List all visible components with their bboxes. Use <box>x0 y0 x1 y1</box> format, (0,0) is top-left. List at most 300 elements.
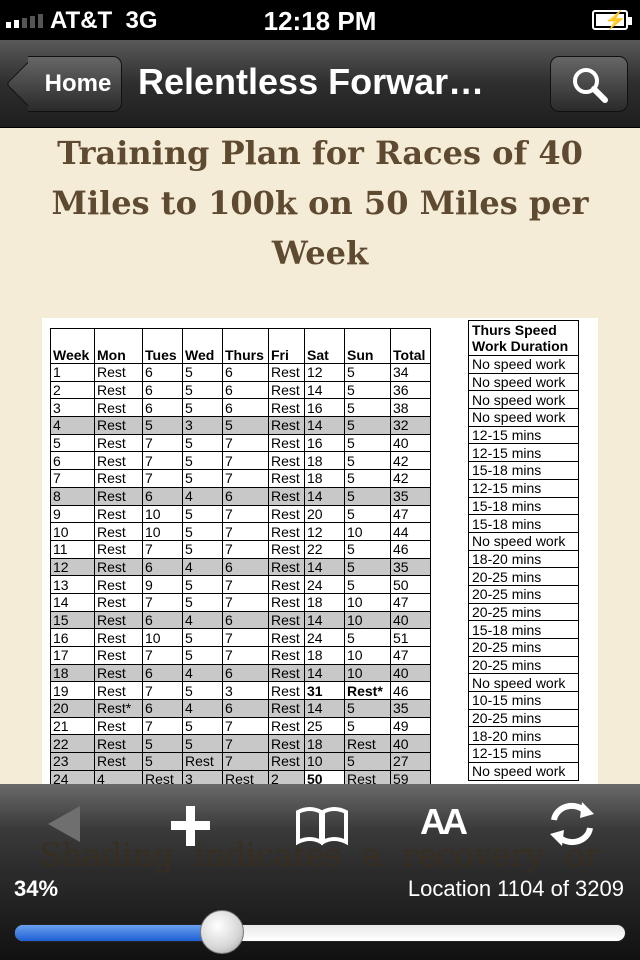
plan-cell-thurs: 7 <box>223 717 269 735</box>
plan-cell-fri: Rest <box>269 558 305 576</box>
plan-cell-wed: 4 <box>183 664 223 682</box>
plan-cell-tues: 7 <box>143 452 183 470</box>
plan-cell-mon: Rest <box>95 505 143 523</box>
plan-cell-total: 40 <box>391 611 431 629</box>
plan-cell-tues: 6 <box>143 364 183 382</box>
plan-cell-sun: 5 <box>345 452 391 470</box>
plan-cell-fri: Rest <box>269 417 305 435</box>
table-row <box>469 515 579 533</box>
plan-cell-sat: 12 <box>305 364 345 382</box>
battery-charging-icon: ⚡ <box>592 10 628 30</box>
table-row <box>469 444 579 462</box>
plan-cell-mon: Rest <box>95 434 143 452</box>
plan-cell-total: 46 <box>391 540 431 558</box>
plan-cell-fri: Rest <box>269 399 305 417</box>
plan-cell-week: 4 <box>51 417 95 435</box>
plan-cell-mon: 4 <box>95 770 143 784</box>
plan-cell-wed: 5 <box>183 505 223 523</box>
plan-cell-tues: 7 <box>143 682 183 700</box>
table-row <box>51 523 431 541</box>
plan-cell-sun: Rest <box>345 770 391 784</box>
plan-cell-sun: 10 <box>345 611 391 629</box>
table-row <box>469 585 579 603</box>
plan-cell-week: 12 <box>51 558 95 576</box>
plan-cell-mon: Rest <box>95 735 143 753</box>
plan-cell-week: 13 <box>51 576 95 594</box>
plan-cell-week: 9 <box>51 505 95 523</box>
table-row <box>51 647 431 665</box>
plan-cell-tues: Rest <box>143 770 183 784</box>
plan-cell-fri: Rest <box>269 611 305 629</box>
plan-cell-tues: 10 <box>143 523 183 541</box>
plan-cell-mon: Rest* <box>95 700 143 718</box>
plan-cell-week: 16 <box>51 629 95 647</box>
plan-cell-wed: 5 <box>183 717 223 735</box>
font-size-button[interactable] <box>412 798 472 848</box>
table-row <box>51 576 431 594</box>
plan-cell-tues: 7 <box>143 434 183 452</box>
book-icon <box>292 798 352 848</box>
plan-cell-thurs: 7 <box>223 735 269 753</box>
plan-cell-fri: Rest <box>269 735 305 753</box>
plan-cell-wed: 5 <box>183 523 223 541</box>
plan-column-header: Total <box>391 329 431 364</box>
plan-cell-tues: 7 <box>143 717 183 735</box>
reading-progress-bar <box>0 874 640 960</box>
plan-cell-sun: 5 <box>345 364 391 382</box>
plan-cell-sat: 18 <box>305 593 345 611</box>
plan-cell-thurs: 7 <box>223 629 269 647</box>
table-row <box>51 540 431 558</box>
plan-cell-sat: 14 <box>305 558 345 576</box>
speed-cell: No speed work <box>469 409 579 427</box>
table-row <box>51 593 431 611</box>
table-row <box>469 462 579 480</box>
plan-cell-sat: 20 <box>305 505 345 523</box>
plan-cell-mon: Rest <box>95 664 143 682</box>
plan-cell-total: 40 <box>391 434 431 452</box>
table-row <box>469 373 579 391</box>
location-label: Location 1104 of 3209 <box>407 876 624 901</box>
book-page[interactable] <box>0 128 640 784</box>
plan-cell-week: 17 <box>51 647 95 665</box>
plan-cell-wed: 5 <box>183 364 223 382</box>
table-row <box>51 399 431 417</box>
plan-column-header: Wed <box>183 329 223 364</box>
plan-cell-thurs: 6 <box>223 399 269 417</box>
plan-cell-total: 35 <box>391 558 431 576</box>
plan-cell-week: 21 <box>51 717 95 735</box>
plan-cell-sat: 24 <box>305 576 345 594</box>
plan-cell-mon: Rest <box>95 753 143 771</box>
plan-cell-mon: Rest <box>95 381 143 399</box>
plan-column-header: Thurs <box>223 329 269 364</box>
speed-cell: 12-15 mins <box>469 479 579 497</box>
plan-cell-thurs: 7 <box>223 470 269 488</box>
underlying-word: recovery <box>402 836 545 874</box>
plan-cell-fri: 2 <box>269 770 305 784</box>
plan-cell-week: 24 <box>51 770 95 784</box>
table-row <box>469 674 579 692</box>
table-row <box>469 391 579 409</box>
underlying-word: or <box>565 836 600 874</box>
plan-cell-fri: Rest <box>269 682 305 700</box>
plan-cell-sat: 14 <box>305 664 345 682</box>
navigation-bar <box>0 40 640 128</box>
plan-cell-wed: 5 <box>183 629 223 647</box>
plan-cell-tues: 6 <box>143 700 183 718</box>
plan-cell-total: 47 <box>391 505 431 523</box>
plan-cell-wed: 5 <box>183 540 223 558</box>
plan-cell-sun: 10 <box>345 647 391 665</box>
plan-cell-fri: Rest <box>269 700 305 718</box>
plan-cell-sat: 25 <box>305 717 345 735</box>
plan-cell-thurs: 6 <box>223 664 269 682</box>
table-row <box>469 639 579 657</box>
plan-cell-sun: 5 <box>345 700 391 718</box>
add-bookmark-button[interactable] <box>160 798 220 848</box>
underlying-word: indicates <box>194 836 342 874</box>
table-row <box>51 558 431 576</box>
speed-cell: 12-15 mins <box>469 426 579 444</box>
table-row <box>51 381 431 399</box>
plan-cell-total: 35 <box>391 487 431 505</box>
plan-cell-week: 10 <box>51 523 95 541</box>
underlying-word: Shading <box>40 836 174 874</box>
plan-cell-total: 42 <box>391 452 431 470</box>
speed-cell: 20-25 mins <box>469 709 579 727</box>
plan-cell-fri: Rest <box>269 664 305 682</box>
table-row <box>51 470 431 488</box>
plan-cell-wed: 4 <box>183 611 223 629</box>
table-row <box>51 664 431 682</box>
underlying-word: a <box>362 836 382 874</box>
table-row <box>469 621 579 639</box>
plan-cell-thurs: 7 <box>223 523 269 541</box>
plan-cell-wed: 5 <box>183 381 223 399</box>
plan-cell-fri: Rest <box>269 647 305 665</box>
progress-slider-thumb[interactable] <box>200 910 244 954</box>
plan-cell-fri: Rest <box>269 487 305 505</box>
plan-cell-sun: 5 <box>345 417 391 435</box>
plan-cell-tues: 6 <box>143 664 183 682</box>
table-row <box>469 762 579 780</box>
plan-cell-total: 47 <box>391 593 431 611</box>
plus-icon <box>160 798 220 848</box>
plan-cell-week: 6 <box>51 452 95 470</box>
plan-cell-tues: 7 <box>143 647 183 665</box>
plan-cell-sat: 18 <box>305 735 345 753</box>
speed-cell: 20-25 mins <box>469 585 579 603</box>
plan-cell-fri: Rest <box>269 505 305 523</box>
home-back-button[interactable] <box>10 56 122 112</box>
table-row <box>51 753 431 771</box>
plan-cell-tues: 7 <box>143 593 183 611</box>
plan-cell-wed: Rest <box>183 753 223 771</box>
plan-cell-sun: 5 <box>345 629 391 647</box>
table-row <box>51 735 431 753</box>
plan-cell-fri: Rest <box>269 381 305 399</box>
clock: 12:18 PM <box>263 6 377 36</box>
plan-column-header: Sun <box>345 329 391 364</box>
plan-cell-sat: 50 <box>305 770 345 784</box>
plan-cell-sun: 5 <box>345 717 391 735</box>
search-button[interactable] <box>550 56 628 112</box>
plan-cell-total: 36 <box>391 381 431 399</box>
plan-cell-total: 51 <box>391 629 431 647</box>
plan-cell-week: 11 <box>51 540 95 558</box>
table-row <box>51 487 431 505</box>
plan-cell-wed: 4 <box>183 487 223 505</box>
plan-cell-thurs: 7 <box>223 540 269 558</box>
plan-cell-fri: Rest <box>269 434 305 452</box>
plan-cell-thurs: 5 <box>223 417 269 435</box>
plan-cell-thurs: 7 <box>223 647 269 665</box>
speed-work-table <box>468 320 579 781</box>
plan-cell-fri: Rest <box>269 452 305 470</box>
plan-cell-tues: 6 <box>143 381 183 399</box>
plan-cell-week: 15 <box>51 611 95 629</box>
plan-cell-mon: Rest <box>95 576 143 594</box>
plan-cell-wed: 5 <box>183 593 223 611</box>
table-row <box>469 692 579 710</box>
plan-column-header: Tues <box>143 329 183 364</box>
table-row <box>469 709 579 727</box>
previous-page-button[interactable] <box>34 798 94 848</box>
sync-arrows-icon <box>542 798 602 848</box>
speed-cell: 15-18 mins <box>469 497 579 515</box>
table-row <box>469 550 579 568</box>
plan-cell-sun: 5 <box>345 505 391 523</box>
plan-cell-thurs: 7 <box>223 505 269 523</box>
plan-cell-week: 1 <box>51 364 95 382</box>
progress-slider-track[interactable] <box>14 924 626 942</box>
plan-cell-sat: 10 <box>305 753 345 771</box>
plan-cell-sun: 5 <box>345 434 391 452</box>
plan-cell-week: 23 <box>51 753 95 771</box>
plan-cell-week: 2 <box>51 381 95 399</box>
plan-cell-sat: 18 <box>305 647 345 665</box>
plan-cell-thurs: 7 <box>223 434 269 452</box>
plan-cell-mon: Rest <box>95 470 143 488</box>
plan-cell-thurs: 7 <box>223 452 269 470</box>
plan-cell-mon: Rest <box>95 487 143 505</box>
plan-cell-wed: 3 <box>183 417 223 435</box>
plan-cell-sun: 10 <box>345 664 391 682</box>
speed-cell: 18-20 mins <box>469 727 579 745</box>
table-row <box>469 656 579 674</box>
home-button-label: Home <box>44 70 112 97</box>
plan-cell-mon: Rest <box>95 682 143 700</box>
table-row <box>469 568 579 586</box>
plan-column-header: Week <box>51 329 95 364</box>
plan-cell-sat: 31 <box>305 682 345 700</box>
speed-cell: 15-18 mins <box>469 515 579 533</box>
table-row <box>51 417 431 435</box>
table-row <box>51 364 431 382</box>
reader-toolbar <box>0 784 640 874</box>
plan-cell-sat: 14 <box>305 611 345 629</box>
plan-cell-sun: 5 <box>345 540 391 558</box>
plan-cell-tues: 10 <box>143 505 183 523</box>
plan-cell-sun: 5 <box>345 558 391 576</box>
plan-cell-fri: Rest <box>269 523 305 541</box>
plan-cell-total: 34 <box>391 364 431 382</box>
triangle-left-icon <box>34 798 94 848</box>
plan-cell-fri: Rest <box>269 629 305 647</box>
table-row <box>51 700 431 718</box>
plan-cell-sun: 5 <box>345 470 391 488</box>
plan-cell-total: 59 <box>391 770 431 784</box>
table-of-contents-button[interactable] <box>292 798 352 848</box>
plan-cell-total: 32 <box>391 417 431 435</box>
plan-cell-mon: Rest <box>95 558 143 576</box>
table-row <box>469 532 579 550</box>
plan-cell-total: 44 <box>391 523 431 541</box>
table-row <box>469 727 579 745</box>
plan-cell-thurs: 7 <box>223 593 269 611</box>
plan-cell-sat: 16 <box>305 434 345 452</box>
plan-cell-total: 27 <box>391 753 431 771</box>
percent-read: 34% <box>14 876 59 901</box>
speed-work-header: Thurs Speed Work Duration <box>469 321 579 356</box>
table-row <box>51 434 431 452</box>
speed-cell: 20-25 mins <box>469 656 579 674</box>
plan-cell-tues: 6 <box>143 558 183 576</box>
training-plan-table <box>50 328 431 784</box>
plan-cell-mon: Rest <box>95 647 143 665</box>
plan-cell-sun: 5 <box>345 399 391 417</box>
plan-cell-total: 47 <box>391 647 431 665</box>
speed-cell: 15-18 mins <box>469 462 579 480</box>
plan-cell-sun: Rest* <box>345 682 391 700</box>
plan-cell-sun: 5 <box>345 381 391 399</box>
table-row <box>469 745 579 763</box>
plan-cell-week: 5 <box>51 434 95 452</box>
plan-cell-tues: 6 <box>143 611 183 629</box>
speed-cell: No speed work <box>469 356 579 374</box>
plan-cell-sat: 14 <box>305 381 345 399</box>
table-row <box>469 479 579 497</box>
table-row <box>51 682 431 700</box>
plan-cell-thurs: 6 <box>223 558 269 576</box>
plan-cell-sat: 12 <box>305 523 345 541</box>
table-row <box>51 611 431 629</box>
table-row <box>469 356 579 374</box>
plan-cell-tues: 9 <box>143 576 183 594</box>
speed-cell: No speed work <box>469 674 579 692</box>
plan-cell-total: 35 <box>391 700 431 718</box>
plan-cell-wed: 5 <box>183 647 223 665</box>
table-row <box>469 603 579 621</box>
plan-cell-tues: 7 <box>143 540 183 558</box>
speed-cell: No speed work <box>469 762 579 780</box>
table-row <box>469 497 579 515</box>
plan-cell-tues: 10 <box>143 629 183 647</box>
plan-cell-thurs: 7 <box>223 753 269 771</box>
plan-cell-sat: 18 <box>305 452 345 470</box>
plan-cell-total: 49 <box>391 717 431 735</box>
table-row <box>51 505 431 523</box>
plan-cell-wed: 5 <box>183 576 223 594</box>
plan-cell-fri: Rest <box>269 576 305 594</box>
plan-cell-fri: Rest <box>269 593 305 611</box>
plan-cell-sat: 14 <box>305 700 345 718</box>
plan-cell-thurs: 7 <box>223 576 269 594</box>
plan-cell-fri: Rest <box>269 364 305 382</box>
table-row <box>51 629 431 647</box>
plan-cell-week: 3 <box>51 399 95 417</box>
plan-cell-wed: 3 <box>183 770 223 784</box>
book-title: Relentless Forwar… <box>138 61 485 102</box>
table-row <box>469 409 579 427</box>
plan-cell-sat: 16 <box>305 399 345 417</box>
table-row <box>51 770 431 784</box>
plan-cell-thurs: 6 <box>223 700 269 718</box>
plan-cell-week: 18 <box>51 664 95 682</box>
status-bar <box>0 0 640 40</box>
plan-cell-wed: 4 <box>183 700 223 718</box>
plan-cell-mon: Rest <box>95 629 143 647</box>
plan-cell-sun: 5 <box>345 576 391 594</box>
plan-cell-mon: Rest <box>95 399 143 417</box>
table-row <box>469 426 579 444</box>
plan-cell-thurs: 6 <box>223 487 269 505</box>
table-row <box>51 717 431 735</box>
speed-cell: 18-20 mins <box>469 550 579 568</box>
plan-column-header: Mon <box>95 329 143 364</box>
plan-cell-week: 7 <box>51 470 95 488</box>
plan-cell-mon: Rest <box>95 417 143 435</box>
speed-cell: 20-25 mins <box>469 639 579 657</box>
plan-cell-thurs: 6 <box>223 611 269 629</box>
plan-cell-tues: 6 <box>143 487 183 505</box>
plan-cell-wed: 5 <box>183 735 223 753</box>
plan-cell-total: 40 <box>391 664 431 682</box>
sync-button[interactable] <box>542 798 602 848</box>
plan-cell-sat: 18 <box>305 470 345 488</box>
plan-cell-wed: 5 <box>183 452 223 470</box>
plan-cell-wed: 5 <box>183 470 223 488</box>
speed-cell: No speed work <box>469 373 579 391</box>
plan-cell-tues: 5 <box>143 417 183 435</box>
plan-cell-sun: 10 <box>345 593 391 611</box>
plan-cell-fri: Rest <box>269 753 305 771</box>
plan-cell-mon: Rest <box>95 593 143 611</box>
plan-cell-sun: 5 <box>345 753 391 771</box>
speed-cell: 15-18 mins <box>469 621 579 639</box>
speed-cell: No speed work <box>469 391 579 409</box>
speed-cell: 12-15 mins <box>469 444 579 462</box>
plan-cell-sun: 10 <box>345 523 391 541</box>
plan-cell-fri: Rest <box>269 717 305 735</box>
plan-cell-week: 8 <box>51 487 95 505</box>
plan-cell-mon: Rest <box>95 717 143 735</box>
plan-cell-sat: 14 <box>305 487 345 505</box>
plan-cell-thurs: 3 <box>223 682 269 700</box>
plan-cell-tues: 7 <box>143 470 183 488</box>
plan-cell-tues: 6 <box>143 399 183 417</box>
plan-cell-mon: Rest <box>95 611 143 629</box>
plan-cell-thurs: Rest <box>223 770 269 784</box>
speed-cell: 20-25 mins <box>469 603 579 621</box>
font-size-label: AA <box>420 801 464 842</box>
plan-cell-wed: 5 <box>183 434 223 452</box>
table-row <box>51 452 431 470</box>
speed-cell: 12-15 mins <box>469 745 579 763</box>
section-heading: Training Plan for Races of 40 Miles to 100k on 50 Miles per Week <box>51 134 589 272</box>
plan-cell-sun: Rest <box>345 735 391 753</box>
